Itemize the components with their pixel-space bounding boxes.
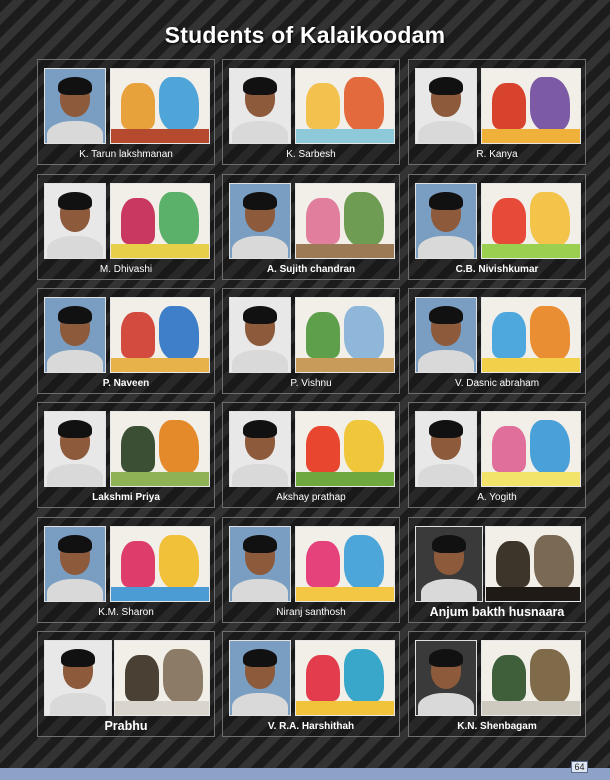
student-photo <box>229 183 291 259</box>
student-photo <box>44 526 106 602</box>
student-card <box>408 402 586 508</box>
student-artwork <box>295 640 395 716</box>
student-name: C.B. Nivishkumar <box>455 264 539 275</box>
student-artwork <box>114 640 210 716</box>
student-name: Anjum bakth husnaara <box>429 605 565 619</box>
student-photo <box>229 68 291 144</box>
student-photo <box>229 297 291 373</box>
student-card <box>222 288 400 394</box>
student-photo <box>415 68 477 144</box>
student-artwork <box>295 183 395 259</box>
student-artwork <box>481 411 581 487</box>
student-name: K.M. Sharon <box>98 607 154 618</box>
student-artwork <box>295 411 395 487</box>
student-photo <box>415 526 483 602</box>
student-photo <box>229 411 291 487</box>
student-card <box>222 59 400 165</box>
student-name: V. R.A. Harshithah <box>267 721 355 732</box>
student-artwork <box>485 526 581 602</box>
student-name: K. Sarbesh <box>286 149 336 160</box>
student-card <box>408 174 586 280</box>
student-artwork <box>295 297 395 373</box>
student-card <box>222 174 400 280</box>
student-name: M. Dhivashi <box>99 264 153 275</box>
student-card <box>222 631 400 737</box>
student-photo <box>415 411 477 487</box>
student-artwork <box>110 411 210 487</box>
student-name: P. Naveen <box>102 378 150 389</box>
student-name: Prabhu <box>104 719 148 733</box>
student-photo <box>44 411 106 487</box>
student-card <box>37 402 215 508</box>
student-card <box>37 174 215 280</box>
student-artwork <box>110 68 210 144</box>
student-name: Lakshmi Priya <box>92 492 160 503</box>
student-photo <box>229 526 291 602</box>
student-name: V. Dasnic abraham <box>454 378 540 389</box>
student-card <box>222 402 400 508</box>
page-number: 64 <box>571 761 588 773</box>
student-artwork <box>110 183 210 259</box>
student-artwork <box>481 183 581 259</box>
student-name: Niranj santhosh <box>276 607 346 618</box>
student-name: Akshay prathap <box>276 492 346 503</box>
student-name: A. Yogith <box>477 492 517 503</box>
student-artwork <box>481 297 581 373</box>
student-name: K.N. Shenbagam <box>457 721 537 732</box>
student-card <box>37 631 215 737</box>
student-name: K. Tarun lakshmanan <box>79 149 173 160</box>
student-artwork <box>295 68 395 144</box>
student-card <box>408 631 586 737</box>
student-name: P. Vishnu <box>290 378 332 389</box>
student-photo <box>44 297 106 373</box>
student-artwork <box>110 297 210 373</box>
student-photo <box>44 183 106 259</box>
student-name: R. Kanya <box>476 149 518 160</box>
student-card <box>222 517 400 623</box>
student-artwork <box>481 68 581 144</box>
page-title: Students of Kalaikoodam <box>164 22 446 48</box>
student-photo <box>415 183 477 259</box>
student-photo <box>44 640 112 716</box>
student-artwork <box>481 640 581 716</box>
student-photo <box>229 640 291 716</box>
bottom-bar <box>0 768 610 780</box>
student-card <box>408 288 586 394</box>
student-card <box>37 517 215 623</box>
student-card <box>408 59 586 165</box>
student-artwork <box>295 526 395 602</box>
student-card <box>408 517 586 623</box>
student-card <box>37 59 215 165</box>
student-artwork <box>110 526 210 602</box>
student-card <box>37 288 215 394</box>
student-photo <box>44 68 106 144</box>
student-photo <box>415 297 477 373</box>
student-photo <box>415 640 477 716</box>
student-name: A. Sujith chandran <box>266 264 356 275</box>
